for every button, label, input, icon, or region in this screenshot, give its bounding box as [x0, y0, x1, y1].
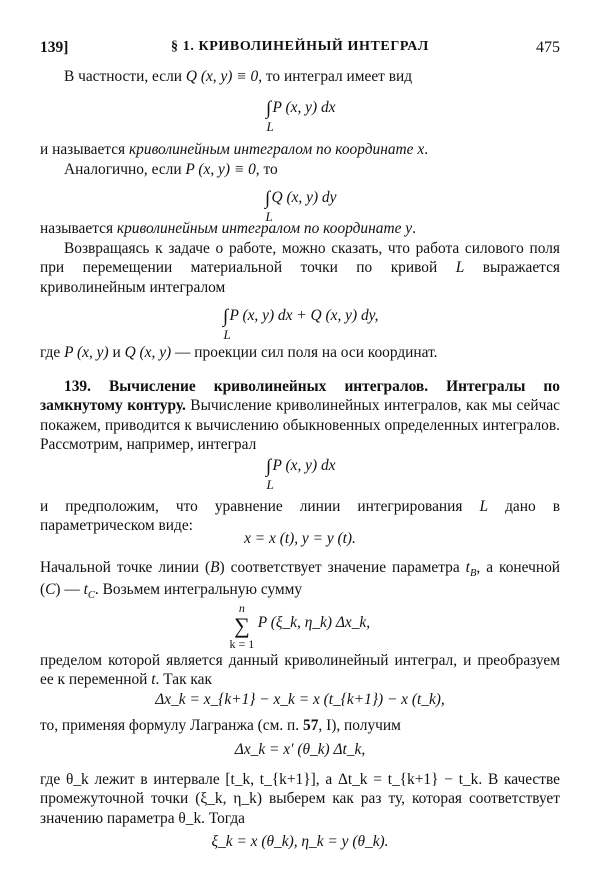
equation-3: [40, 305, 560, 342]
paragraph-2: и называется криволинейным интегралом по координате x.: [40, 141, 429, 158]
equation-body: P (ξ_k, η_k) Δx_k,: [257, 614, 371, 631]
paragraph-5: Возвращаясь к задаче о работе, можно сказать, что работа силового поля при перемещении материальной точки по кривой L выражается криволинейным интегралом: [40, 240, 560, 296]
equation-body: P (x, y) dx: [272, 457, 336, 474]
paragraph-6: где P (x, y) и Q (x, y) — проекции сил поля на оси координат.: [40, 344, 438, 361]
integral-sign: ∫ L: [265, 98, 274, 134]
paragraph-9: пределом которой является данный криволинейный интеграл, и преобразуем ее к переменной t. Так как: [40, 652, 560, 689]
paragraph-4: называется криволинейным интегралом по координате y.: [40, 220, 416, 237]
math-inline: P (x, y) ≡ 0: [185, 161, 256, 178]
equation-5: [40, 529, 560, 548]
integral-sign: ∫ L: [265, 456, 274, 492]
equation-body: x = x (t), y = y (t).: [244, 530, 356, 547]
running-header: [40, 38, 560, 60]
equation-4: [40, 455, 560, 492]
header-chapter-title: § 1. КРИВОЛИНЕЙНЫЙ ИНТЕГРАЛ: [171, 39, 429, 54]
paragraph-8: Начальной точке линии (B) соответствует значение параметра $t_B$, а конечной (C) — $t_C$. Возьмем интегральную сумму: [40, 559, 561, 602]
section-title: 139. Вычисление криволинейных интегралов. Интегралы по замкнутому контуру.: [40, 378, 560, 415]
equation-body: P (x, y) dx + Q (x, y) dy,: [229, 307, 379, 324]
header-section-ref: 139]: [40, 39, 69, 56]
equation-9: [40, 832, 560, 851]
paragraph-1: В частности, если Q (x, y) ≡ 0, то интеграл имеет вид: [64, 68, 413, 85]
equation-body: ξ_k = x (θ_k), η_k = y (θ_k).: [211, 833, 389, 850]
integral-sign: ∫ L: [222, 306, 231, 342]
paragraph-7: и предположим, что уравнение линии интегрирования L дано в параметрическом виде:: [40, 498, 560, 535]
equation-2: [40, 187, 560, 224]
defined-term: криволинейным интегралом по координате y: [116, 220, 413, 237]
equation-body: Δx_k = x′ (θ_k) Δt_k,: [234, 741, 366, 758]
equation-1: [40, 97, 560, 134]
paragraph-10: то, применяя формулу Лагранжа (см. п. 57, I), получим: [40, 717, 401, 734]
equation-body: Q (x, y) dy: [271, 189, 337, 206]
paragraph-11: где θ_k лежит в интервале [t_k, t_{k+1}], а Δt_k = t_{k+1} − t_k. В качестве промежуточной точки (ξ_k, η_k) выберем как раз ту, которая соответствует значению параметра θ_k. Тогда: [40, 771, 560, 827]
section-139: [40, 377, 560, 455]
defined-term: криволинейным интегралом по координате x: [128, 141, 425, 158]
integral-sign: ∫ L: [264, 188, 273, 224]
summation-sign: n ∑ k = 1: [229, 601, 255, 651]
paragraph-3: Аналогично, если P (x, y) ≡ 0, то: [64, 161, 278, 178]
section-text: Вычисление криволинейных интегралов, как мы сейчас покажем, приводится к вычислению обыкновенных определенных интегралов. Рассмотрим, например, интеграл: [40, 397, 561, 454]
equation-7: [40, 690, 560, 709]
equation-8: [40, 740, 560, 759]
equation-body: P (x, y) dx: [272, 99, 336, 116]
equation-body: Δx_k = x_{k+1} − x_k = x (t_{k+1}) − x (t_k),: [155, 691, 445, 708]
math-inline: Q (x, y) ≡ 0: [185, 68, 259, 85]
page-number: 475: [536, 39, 560, 56]
equation-6: [40, 601, 560, 651]
